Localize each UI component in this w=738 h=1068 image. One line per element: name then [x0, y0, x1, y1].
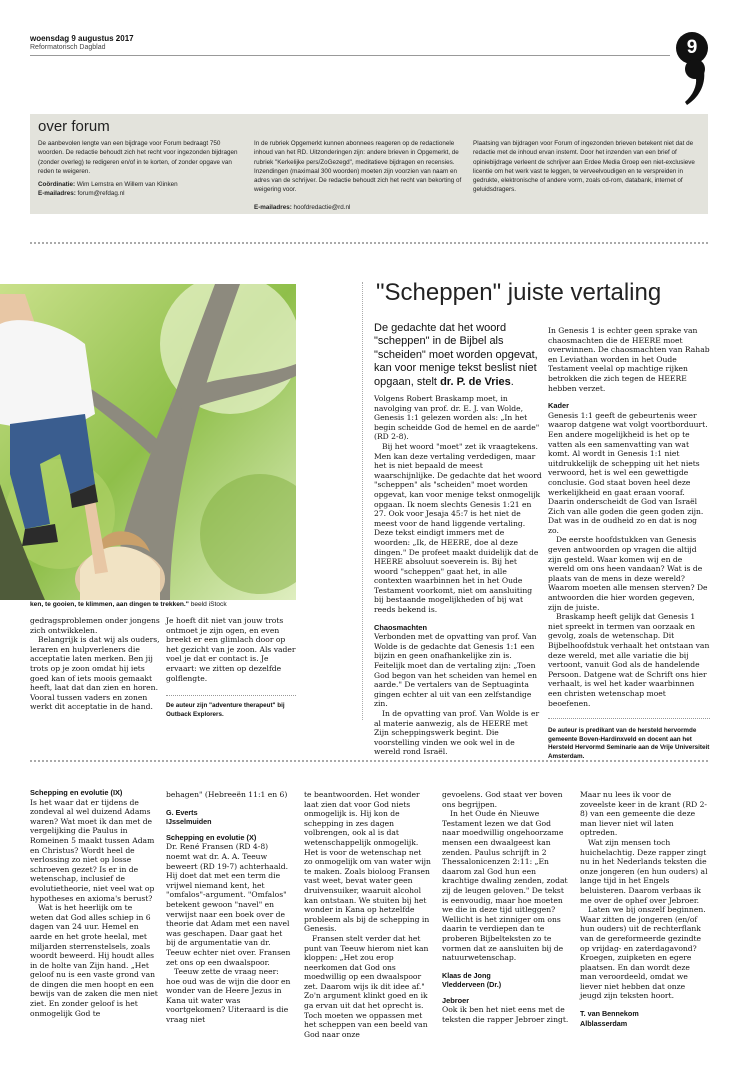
letters-col-3 [304, 790, 432, 1039]
article-author: dr. P. de Vries [440, 375, 511, 388]
column-divider [362, 282, 363, 720]
photo-credit: beeld iStock [190, 601, 227, 608]
forum-email-2-link[interactable]: hoofdredactie@rd.nl [293, 203, 351, 211]
left-article-para: Je hoeft dit niet van jouw trots ontmoet je zijn ogen, en even breekt er een glimlach door op het gezicht van je zoon. Als vader voel je dat er contact is. Je ervaart: we zitten op dezelfde golflengte. [166, 616, 296, 683]
header-paper-name: Reformatorisch Dagblad [30, 44, 106, 51]
article-subheading: Chaosmachten [374, 622, 427, 632]
photo-caption [30, 601, 296, 608]
forum-col-1-text: De aanbevolen lengte van een bijdrage voor Forum bedraagt 750 woorden. De redactie behoudt zich het recht voor ingezonden bijdragen (zonder overleg) te redigeren en/of in te korten, of zonder opgave van reden te weigeren. [38, 140, 238, 175]
letter-signature-name: Klaas de Jong [442, 970, 491, 980]
article-para: In de opvatting van prof. Van Wolde is er al materie aanwezig, als de HEERE met Zijn scheppingswerk begint. Die voorstelling vinden we ook wel in de wereld rond Israël. [374, 709, 540, 757]
letter-para: Dr. René Fransen (RD 4-8) noemt wat dr. A. A. Teeuw beweert (RD 19-7) achterhaald. Hij doet dat met een term die vrijwel niemand kent, het "omfalos"-argument. "Omfalos" betekent gewoon "navel" en verwijst naar een boek over de theorie dat Adam met een navel was geschapen. Daar gaat het bij de argumentatie van dr. Teeuw echter niet over. Fransen zet ons op een dwaalspoor. [166, 842, 291, 967]
letters-col-2 [166, 790, 294, 1025]
left-article-para: gedragsproblemen onder jongens zich ontwikkelen. [30, 616, 160, 635]
letter-signature-name: T. van Bennekom [580, 1009, 639, 1019]
left-article-para: Belangrijk is dat wij als ouders, leraren en hulpverleners die acceptatie laten merken. Ben jij trots op je zoon omdat hij iets goed kan of iets moois gemaakt heeft, laat dat dan zien en horen. Vooral tussen vaders en zonen werkt dit acceptatie in de hand. [30, 635, 160, 712]
letters-col-5 [580, 790, 708, 1028]
letter-para: behagen" (Hebreeën 11:1 en 6) [166, 790, 288, 799]
header-date: woensdag 9 augustus 2017 [30, 34, 134, 43]
dotted-divider [30, 760, 708, 762]
article-para: Bij het woord "moet" zet ik vraagtekens. Men kan deze vertaling verdedigen, maar het is niet bepaald de meest waarschijnlijke. De gedachte dat het woord "scheppen" als "scheiden" moet worden opgevat, kan voor menige tekst onmogelijk opgaan. Ik noem slechts Genesis 1:21 en 27. Ook voor Jesaja 45:7 is het niet de meest voor de hand liggende vertaling. Deze tekst eindigt immers met de woorden: „Ik, de HEERE, doe al deze dingen." De profeet maakt duidelijk dat de HEERE absoluut soeverein is. Bij het woord "scheppen" gaat het, in alle contexten waarbinnen het in het Oude Testament voorkomt, niet om aansluiting bij bestaande mogelijkheden of bij wat reeds bekend is. [374, 441, 542, 615]
letters-col-4 [442, 790, 570, 1025]
left-article-bio: De auteur zijn "adventure therapeut" bij Outback Explorers. [166, 702, 285, 718]
letter-signature-place: Alblasserdam [580, 1018, 628, 1028]
letter-signature-place: Vledderveen (Dr.) [442, 980, 502, 990]
letter-para: Laten we bij onszelf beginnen. Waar zitten de jongeren (en/of hun ouders) uit de rechterflank van de gereformeerde gezindte op vrijdag- en zaterdagavond? Kroegen, zuipketen en egere plaatsen. En dan wordt deze man veroordeeld, omdat we liever niet hebben dat onze jeugd zijn teksten hoort. [580, 905, 706, 1001]
forum-coordination-label: Coördinatie: [38, 181, 76, 189]
letters-col-1 [30, 788, 158, 1018]
forum-email [38, 189, 246, 198]
article-col-2 [548, 326, 710, 762]
letter-para: Ook ik ben het niet eens met de teksten die rapper Jebroer zingt. [442, 1005, 569, 1025]
photo-caption-text: ken, te gooien, te klimmen, aan dingen te trekken." [30, 601, 189, 608]
article-para: In Genesis 1 is echter geen sprake van chaosmachten die de HEERE moet overwinnen. De chaosmachten van Rahab en Leviathan worden in het Oude Testament veelal op machtige rijken betrokken die zich tegen de HEERE hebben verzet. [548, 326, 710, 393]
letter-heading: Schepping en evolutie (X) [166, 832, 257, 842]
forum-col-2-text: In de rubriek Opgemerkt kunnen abonnees reageren op de redactionele inhoud van het RD. Uitzonderingen zijn: andere brieven in Opgemerkt, de rubriek "Kerkelijke pers/ZoGezegd", meditatieve bijdragen en recensies. Inzendingen (maximaal 300 woorden) moeten zijn voorzien van naam en adres van de schrijver. De redactie behoudt zich het recht van bekorting of weigering voor. [254, 140, 462, 194]
left-article-col-1 [30, 616, 160, 712]
article-photo [0, 284, 296, 600]
forum-col-2 [254, 139, 464, 212]
letter-para: te beantwoorden. Het wonder laat zien dat voor God niets onmogelijk is. Hij kon de schepping in zes dagen volbrengen, ook al is dat wetenschappelijk onmogelijk. Het is voor de wetenschap net zo onmogelijk om van water wijn te maken. Zoals bioloog Fransen vast weet, bevat water geen druivensuiker, waaruit alcohol kan ontstaan. We stuiten bij het wonder in Kana op hetzelfde probleem als bij de schepping in Genesis. [304, 790, 431, 934]
header-rule [30, 55, 670, 56]
article-col-1 [374, 394, 542, 757]
letter-para: Wat is het heerlijk om te weten dat God alles schiep in 6 dagen van 24 uur. Hemel en aarde en het grote heelal, met miljarden sterrenstelsels, zoals woordt beweerd. Hij houdt alles in de holte van Zijn hand. „Het geloof nu is een vaste grond van de dingen die men hoopt en een bewijs van de zaken die men niet ziet. En zonder geloof is het onmogelijk God te [30, 903, 158, 1018]
forum-coordination-value: Wim Lemstra en Willem van Klinken [76, 181, 178, 189]
article-headline: "Scheppen" juiste vertaling [376, 279, 662, 306]
letter-signature-place: IJsselmuiden [166, 817, 212, 827]
forum-email-link[interactable]: forum@refdag.nl [77, 190, 125, 198]
letter-heading: Schepping en evolutie (IX) [30, 788, 123, 797]
forum-title: over forum [38, 118, 110, 135]
letter-para: gevoelens. God staat ver boven ons begrijpen. [442, 790, 563, 809]
article-para: Verbonden met de opvatting van prof. Van Wolde is de gedachte dat Genesis 1:1 een bijzin en geen onafhankelijke zin is. Feitelijk moet dan de vertaling zijn: „Toen God begon van het scheiden van hemel en aarde." De vertalers van de Septuaginta gingen echter al uit van een zelfstandige zin. [374, 632, 538, 709]
forum-email-2-label: E-mailadres: [254, 203, 292, 211]
article-para: Genesis 1:1 geeft de gebeurtenis weer waarop datgene wat volgt voortborduurt. Een andere mogelijkheid is het op te vatten als een samenvatting van wat komt. Al wordt in Genesis 1:1 niet uitdrukkelijk de schepping uit het niets verwoord, het is wel een gewettigde conclusie. God staat boven heel deze werkelijkheid en gaat eraan vooraf. Daarin onderscheidt de God van Israël Zich van alle goden die geen goden zijn. Dat was in de oudheid zo en dat is nog zo. [548, 410, 708, 535]
article-para: Volgens Robert Braskamp moet, in navolging van prof. dr. E. J. van Wolde, Genesis 1:1 gelezen worden als: „In het begin scheidde God de hemel en de aarde" (RD 2-8). [374, 394, 540, 442]
letter-para: Wat zijn mensen toch huichelachtig. Deze rapper zingt nu in het Nederlands teksten die onze jongeren (en hun ouders) al lange tijd in het Engels beluisteren. Daarom verbaas ik me over de ophef over Jebroer. [580, 837, 708, 905]
left-article-col-2 [166, 616, 296, 719]
letter-para: Teeuw zette de vraag neer: hoe oud was de wijn die door en wonder van de Heere Jezus in Kana uit water was voortgekomen? Uiteraard is die vraag niet [166, 967, 291, 1025]
forum-coordination [38, 180, 246, 189]
forum-email-2 [254, 203, 464, 212]
article-bio: De auteur is predikant van de hersteld hervormde gemeente Boven-Hardinxveld en docent aan het Hersteld Hervormd Seminarie aan de Vrije Universiteit Amsterdam. [548, 727, 710, 760]
letter-para: Is het waar dat er tijdens de zondeval al wel duizend Adams waren? Wat moet ik dan met de vergelijking die Paulus in Romeinen 5 maakt tussen Adam en Christus? Wordt heel de verlossing zo niet op losse schroeven gezet? Is er in de wetenschap, inclusief de evolutietheorie, niet veel wat op hypotheses en axioma's berust? [30, 797, 155, 903]
letter-para: In het Oude én Nieuwe Testament lezen we dat God naar moedwillig ongehoorzame mensen een dwaalgeest kan zenden. Paulus schrijft in 2 Thessalonicenzen 2:11: „En daarom zal God hun een krachtige dwaling zenden, zodat zij de leugen geloven." De tekst is eenvoudig, maar hoe moeten we die in deze tijd uitleggen? Wellicht is het zinniger om ons daarin te verdiepen dan te proberen Bijbelteksten zo te vormen dat ze aansluiten bij de natuurwetenschap. [442, 809, 568, 963]
article-subheading: Kader [548, 401, 569, 411]
article-para: Braskamp heeft gelijk dat Genesis 1 niet spreekt in termen van oorzaak en gevolg, zoals de wetenschap. Dit Bijbelhoofdstuk verhaalt het ontstaan van deze wereld, met alle variatie die bij vertoont, vanuit God als de handelende Persoon. Datgene wat de Schrift ons hier verhaalt, is wel het kader waarbinnen een christen wetenschap moet beoefenen. [548, 612, 710, 708]
letter-para: Maar nu lees ik voor de zoveelste keer in de krant (RD 2-8) van een gemeente die deze man liever niet wil laten optreden. [580, 790, 707, 838]
letter-signature-name: G. Everts [166, 807, 198, 817]
forum-col-3: Plaatsing van bijdragen voor Forum of ingezonden brieven betekent niet dat de redactie met de inhoud ervan instemt. Door het inzenden van een brief of opiniebijdrage verleent de schrijver aan Erdee Media Groep een niet-exclusieve licentie om het werk vast te leggen, te verveelvoudigen en te verspreiden in gedrukte, elektronische of andere vorm, zoals cd-rom, databank, internet of geluidsdragers. [473, 140, 695, 194]
article-bio-block [548, 718, 710, 761]
page-number-badge: 9 [676, 32, 708, 64]
article-lede: De gedachte dat het woord "scheppen" in de Bijbel als "scheiden" moet worden opgevat, kan voor menige tekst beslist niet opgaan, stelt dr. P. de Vries. [374, 322, 538, 388]
forum-email-label: E-mailadres: [38, 190, 76, 198]
dotted-divider [30, 242, 708, 244]
article-lede-text: De gedachte dat het woord "scheppen" in de Bijbel als "scheiden" moet worden opgevat, kan voor menige tekst beslist niet opgaan, stelt [374, 322, 538, 388]
comma-logo-icon [684, 58, 706, 106]
letter-heading: Jebroer [442, 995, 470, 1005]
article-para: De eerste hoofdstukken van Genesis geven antwoorden op vragen die altijd zijn gesteld. Waar komen wij en de wereld om ons heen vandaan? Wat is de plaats van de mens in deze wereld? Waarom moeten alle mensen sterven? De antwoorden die hier worden gegeven, zijn de juiste. [548, 535, 708, 612]
left-article-bio-block [166, 695, 296, 719]
letter-para: Fransen stelt verder dat het punt van Teeuw hierom niet kan kloppen: „Het zou erop neerkomen dat God ons moedwillig op een dwaalspoor zet. Daarom wijs ik dit idee af." Zo'n argument klinkt goed en ik ga ervan uit dat het oprecht is. Toch moeten we oppassen met het scheppen van een beeld van God naar onze [304, 933, 429, 1039]
forum-col-1 [38, 139, 246, 199]
